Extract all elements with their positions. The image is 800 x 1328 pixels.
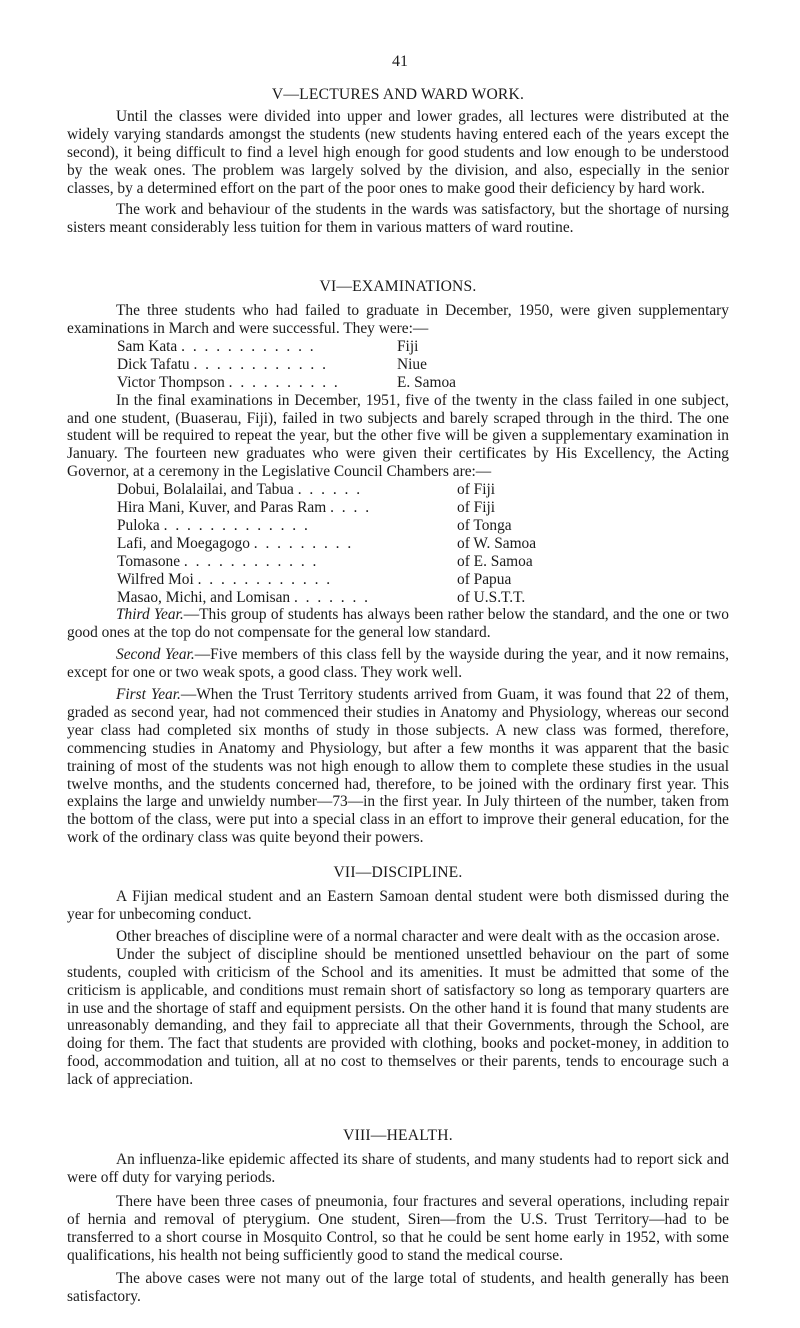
- graduate-names: Wilfred Moi: [117, 570, 194, 588]
- leader-dots: . . . . . . . . . . . .: [183, 552, 319, 570]
- leader-dots: . . . . . . . . . . . .: [193, 355, 328, 373]
- third-year-label: Third Year.: [116, 606, 184, 624]
- graduate-names: Masao, Michi, and Lomisan: [117, 588, 291, 606]
- third-year-paragraph: [67, 606, 729, 642]
- page-number: 41: [392, 53, 408, 70]
- section-heading-lectures: V—LECTURES AND WARD WORK.: [271, 86, 525, 103]
- student-name: Sam Kata: [117, 337, 178, 355]
- list-item: [67, 553, 729, 571]
- discipline-paragraph-2: Other breaches of discipline were of a normal character and were dealt with as the occasion arose.: [116, 927, 720, 945]
- discipline-paragraph-1: A Fijian medical student and an Eastern Samoan dental student were both dismissed during the year for unbecoming conduct.: [67, 888, 729, 923]
- graduate-origin: of Fiji: [457, 499, 496, 517]
- graduate-names: Dobui, Bolalailai, and Tabua: [117, 481, 294, 499]
- list-item: [67, 499, 729, 517]
- leader-dots: . . . . . . . . .: [253, 534, 354, 552]
- leader-dots: . . . . . . . . . . . . .: [163, 516, 310, 534]
- leader-dots: . . . . . . . . . . . .: [181, 337, 316, 355]
- first-year-label: First Year.: [116, 686, 181, 704]
- graduate-origin: of Fiji: [457, 481, 496, 499]
- graduate-names: Lafi, and Moegagogo: [117, 534, 250, 552]
- section-heading-discipline: VII—DISCIPLINE.: [333, 864, 463, 882]
- lectures-paragraph-1: Until the classes were divided into upper and lower grades, all lectures were distributed at the widely varying standards amongst the students (new students having entered each of the years except the second), it being difficult to find a level high enough for good students and low enough to be understood by the weak ones. The problem was largely solved by the division, and also, especially in the senior classes, by a determined effort on the part of the poor ones to make good their deficiency by hard work.: [67, 107, 729, 197]
- second-year-text: —Five members of this class fell by the wayside during the year, and it now remains, except for one or two weak spots, a good class. They work well.: [67, 646, 729, 682]
- discipline-paragraph-3: Under the subject of discipline should be mentioned unsettled behaviour on the part of some students, coupled with criticism of the School and its amenities. It must be admitted that some of the criticism is applicable, and conditions must remain short of satisfactory so long as temporary quarters are in use and the shortage of staff and equipment persists. On the other hand it is found that many students are unreasonably demanding, and they fail to appreciate all that their Governments, through the School, are doing for them. The fact that students are provided with clothing, books and pocket-money, in addition to food, accommodation and tuition, all at no cost to themselves or their parents, tends to encourage such a lack of appreciation.: [67, 945, 729, 1089]
- leader-dots: . . . . . . . . . .: [228, 373, 340, 391]
- list-item: [67, 589, 729, 607]
- list-item: [67, 571, 729, 589]
- section-heading-examinations: VI—EXAMINATIONS.: [319, 278, 477, 296]
- page-content: [67, 86, 729, 1306]
- list-item: [67, 356, 729, 374]
- section-heading-health: VIII—HEALTH.: [343, 1127, 453, 1145]
- graduate-names: Tomasone: [117, 552, 181, 570]
- examinations-intro: The three students who had failed to graduate in December, 1950, were given supplementary examinations in March and were successful. They were:—: [67, 302, 729, 338]
- list-item: [67, 374, 729, 392]
- first-year-paragraph: [67, 686, 729, 847]
- graduate-names: Puloka: [117, 516, 160, 534]
- list-item: [67, 338, 729, 356]
- health-paragraph-3: The above cases were not many out of the large total of students, and health generally has been satisfactory.: [67, 1270, 729, 1306]
- graduate-origin: of Tonga: [457, 516, 512, 534]
- final-examinations-paragraph: In the final examinations in December, 1951, five of the twenty in the class failed in one subject, and one student, (Buaserau, Fiji), failed in two subjects and barely scraped through in the third. The one student will be required to repeat the year, but the other five will be given a supplementary examination in January. The fourteen new graduates who were given their certificates by His Excellency, the Acting Governor, at a ceremony in the Legislative Council Chambers are:—: [67, 391, 729, 481]
- student-name: Dick Tafatu: [117, 355, 190, 373]
- graduates-list: [67, 481, 729, 606]
- graduate-names: Hira Mani, Kuver, and Paras Ram: [117, 499, 327, 517]
- health-paragraph-1: An influenza-like epidemic affected its share of students, and many students had to report sick and were off duty for varying periods.: [67, 1150, 729, 1186]
- lectures-paragraph-2: The work and behaviour of the students in the wards was satisfactory, but the shortage of nursing sisters meant considerably less tuition for them in various matters of ward routine.: [67, 201, 729, 237]
- health-paragraph-2: There have been three cases of pneumonia, four fractures and several operations, including repair of hernia and removal of pterygium. One student, Siren—from the U.S. Trust Territory—had to be transferred to a short course in Mosquito Control, so that he could be sent home early in 1952, with some qualifications, his health not being sufficiently good to stand the medical course.: [67, 1192, 729, 1264]
- leader-dots: . . . .: [330, 499, 372, 517]
- student-origin: Fiji: [397, 337, 419, 355]
- student-origin: Niue: [397, 355, 427, 373]
- second-year-paragraph: [67, 646, 729, 682]
- second-year-label: Second Year.: [116, 646, 195, 664]
- leader-dots: . . . . . .: [297, 481, 363, 499]
- graduate-origin: of W. Samoa: [457, 534, 537, 552]
- list-item: [67, 535, 729, 553]
- graduate-origin: of U.S.T.T.: [457, 588, 526, 606]
- student-name: Victor Thompson: [117, 373, 225, 391]
- leader-dots: . . . . . . . . . . . .: [197, 570, 333, 588]
- graduate-origin: of E. Samoa: [457, 552, 533, 570]
- first-year-text: —When the Trust Territory students arrived from Guam, it was found that 22 of them, graded as second year, had not commenced their studies in Anatomy and Physiology, whereas our second year class had completed six months of study in those subjects. A new class was formed, therefore, commencing studies in Anatomy and Physiology, but after a few months it was apparent that the basic training of most of the students was not high enough to allow them to complete these studies in the usual twelve months, and the students concerned had, therefore, to be joined with the ordinary first year. This explains the large and unwieldy number—73—in the first year. In July thirteen of the number, taken from the bottom of the class, were put into a special class in an effort to improve their general education, for the work of the ordinary class was quite beyond their powers.: [67, 686, 729, 847]
- graduate-origin: of Papua: [457, 570, 512, 588]
- student-origin: E. Samoa: [397, 373, 456, 391]
- list-item: [67, 481, 729, 499]
- supplementary-list: [67, 338, 729, 392]
- third-year-text: —This group of students has always been rather below the standard, and the one or two good ones at the top do not compensate for the general low standard.: [67, 606, 730, 642]
- leader-dots: . . . . . . .: [293, 588, 371, 606]
- list-item: [67, 517, 729, 535]
